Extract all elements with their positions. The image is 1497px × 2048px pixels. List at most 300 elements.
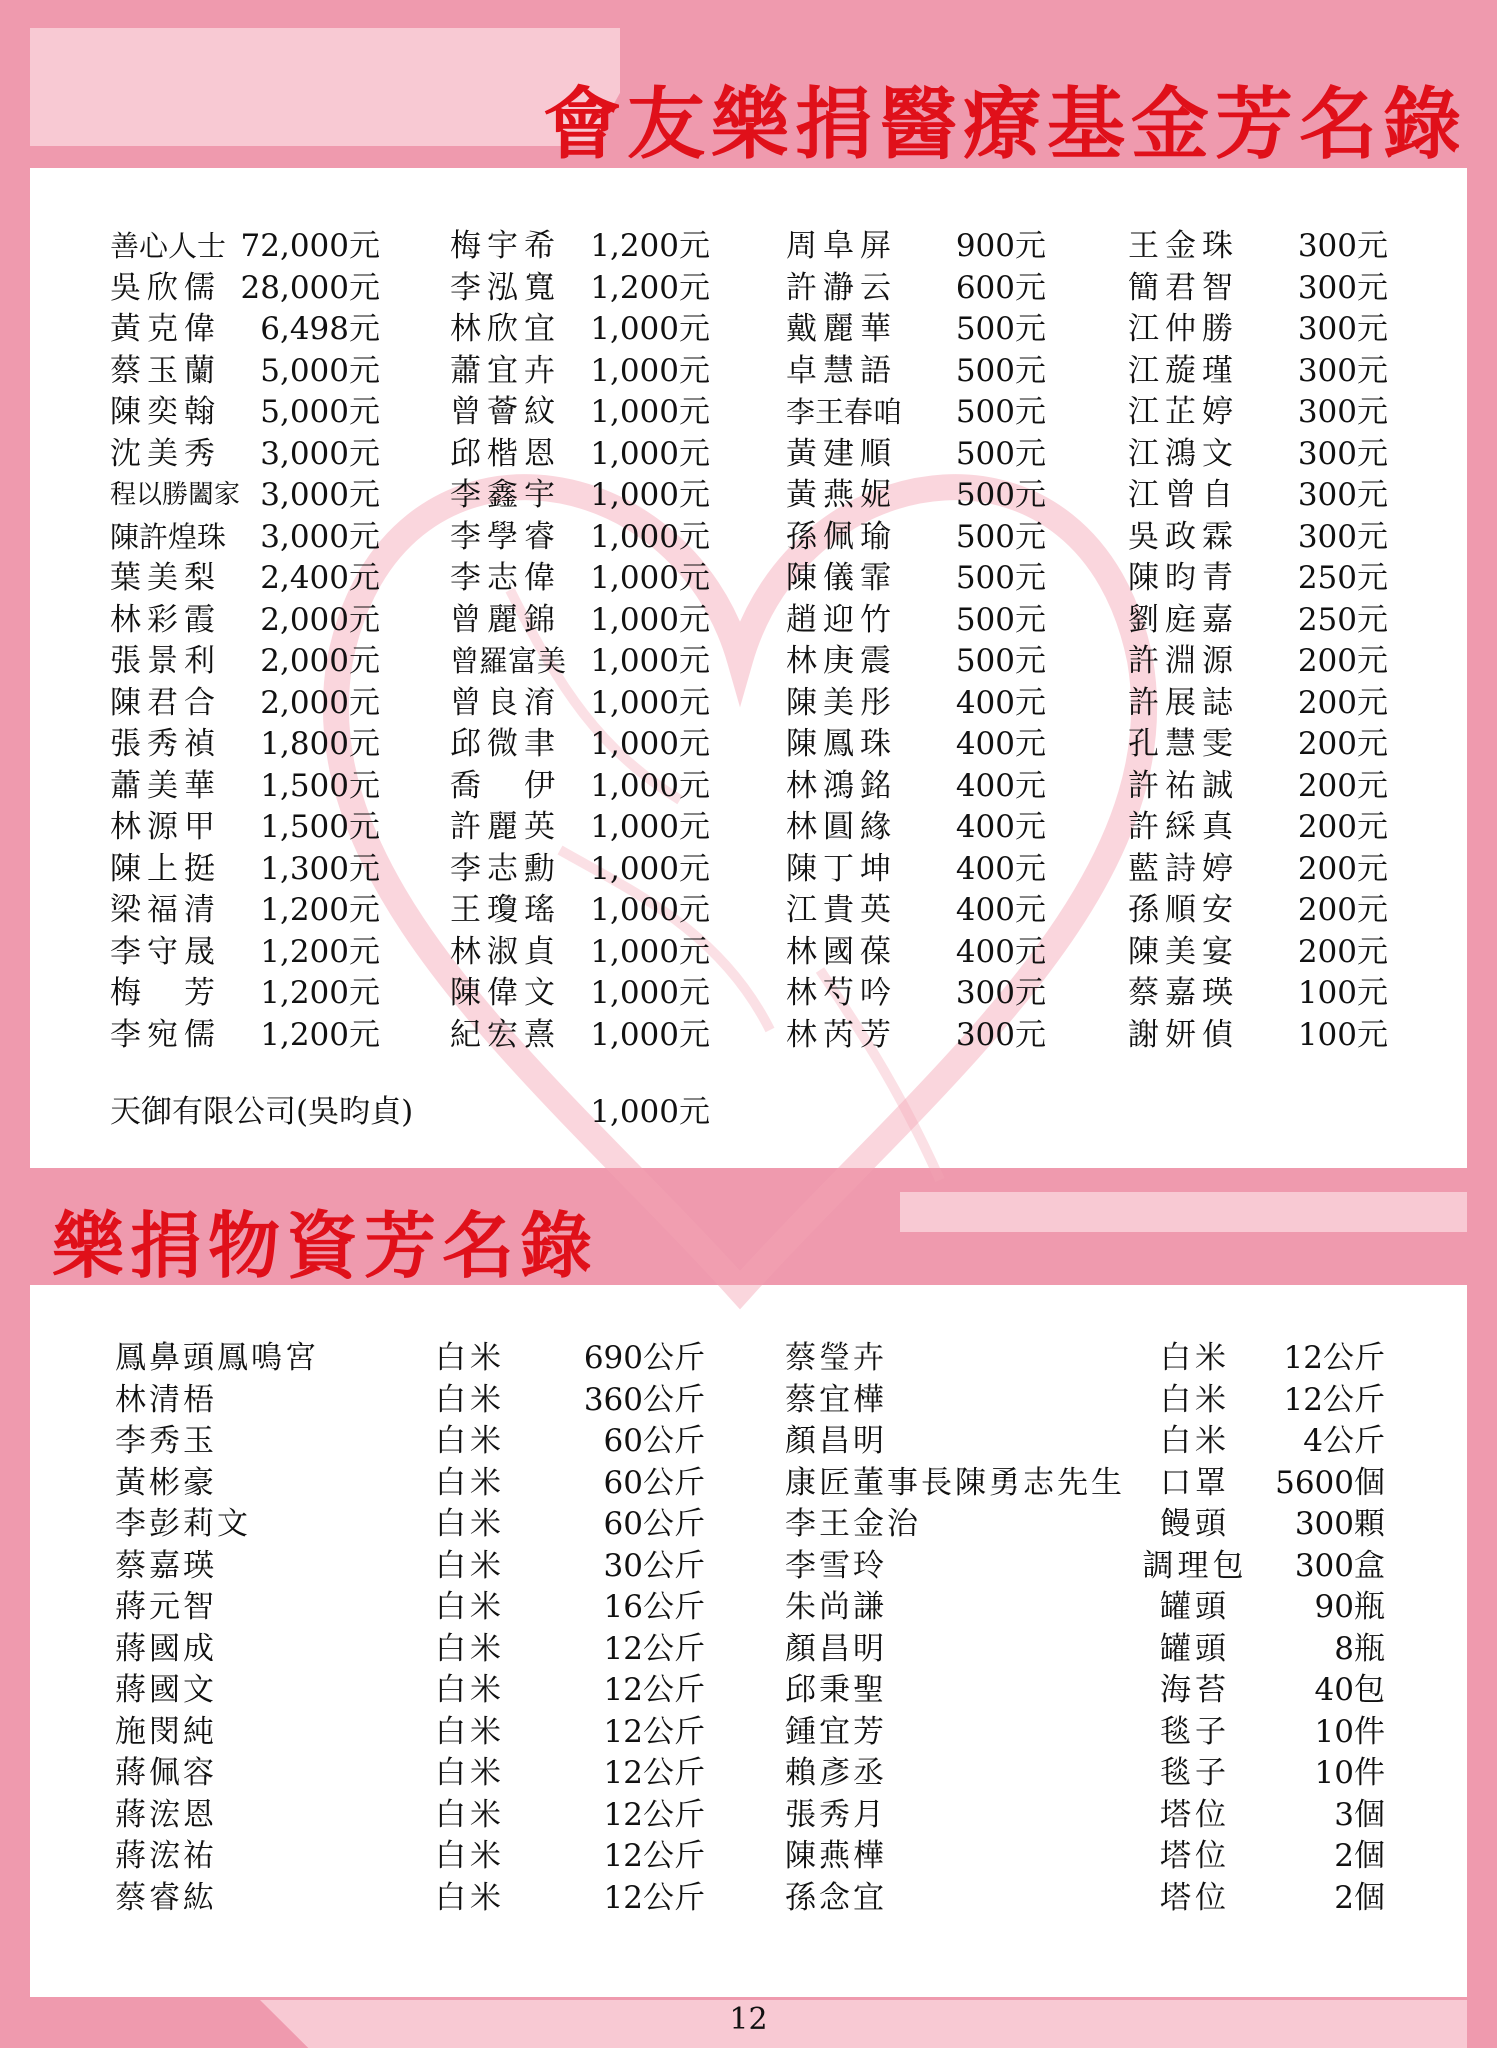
goods-donor-name: 蔣浤祐 [115,1838,217,1874]
goods-item: 調理包 [1142,1547,1248,1584]
donor-name: 江曾自 [1128,477,1239,513]
donation-amount: 1,000元 [590,352,710,389]
donation-amount: 1,200元 [260,933,380,970]
donation-amount: 1,200元 [260,1016,380,1053]
goods-quantity: 90瓶 [1314,1589,1385,1625]
donor-row [786,973,1046,1014]
goods-item: 塔位 [1160,1879,1230,1916]
donor-name: 陳上挺 [110,850,221,887]
donation-amount: 500元 [955,352,1046,389]
goods-quantity: 12公斤 [1283,1381,1385,1418]
donor-name: 蕭宜卉 [450,352,561,389]
donor-row [1128,517,1388,558]
donation-amount: 1,000元 [590,850,710,887]
donor-row [450,434,710,475]
donor-row [786,268,1046,309]
donor-row [110,932,380,973]
goods-donor-name: 蔣元智 [115,1589,217,1625]
donor-row [1128,226,1388,267]
donation-amount: 200元 [1297,643,1388,679]
donation-amount: 500元 [955,560,1046,596]
donor-name: 陳儀霏 [786,560,897,596]
donor-name: 趙迎竹 [786,601,897,638]
goods-donor-name: 蔡瑩卉 [785,1340,887,1376]
donor-name: 陳丁坤 [786,850,897,887]
goods-row [115,1504,705,1545]
donor-row [1128,766,1388,807]
donation-amount: 3,000元 [260,518,380,555]
donor-name: 江仲勝 [1128,311,1239,347]
donor-row [786,766,1046,807]
donor-name: 許祐誠 [1128,767,1239,804]
donor-name: 陳昀青 [1128,560,1239,596]
donation-amount: 5,000元 [260,352,380,389]
donor-row [786,517,1046,558]
donor-name: 許綵真 [1128,809,1239,845]
goods-row [115,1712,705,1753]
donation-amount: 200元 [1297,684,1388,721]
donation-amount: 1,000元 [590,767,710,804]
donation-amount: 3,000元 [260,435,380,472]
goods-donor-name: 蔣國成 [115,1630,217,1667]
donor-row [110,226,380,267]
donation-amount: 2,000元 [260,643,380,679]
goods-donor-name: 蔣浤恩 [115,1796,217,1833]
goods-donor-name: 蔣國文 [115,1672,217,1708]
donor-name: 林國葆 [786,933,897,970]
goods-donor-name: 黃彬豪 [115,1464,217,1501]
donor-name: 李宛儒 [110,1016,221,1053]
goods-quantity: 40包 [1314,1672,1385,1708]
donor-name: 陳鳳珠 [786,726,897,762]
goods-item: 饅頭 [1160,1506,1230,1542]
goods-row [785,1878,1385,1919]
donor-row [786,226,1046,267]
donation-amount: 1,000元 [590,1016,710,1053]
donor-name: 林淑貞 [450,933,561,970]
donor-name: 孔慧雯 [1128,726,1239,762]
donation-amount: 1,200元 [260,975,380,1011]
donor-name: 劉庭嘉 [1128,601,1239,638]
donor-name: 周阜屏 [786,228,897,264]
goods-item: 罐頭 [1160,1630,1230,1667]
donation-amount: 300元 [955,975,1046,1011]
donor-row [450,226,710,267]
donation-section-title: 會友樂捐醫療基金芳名錄 [542,79,1467,170]
goods-section-title: 樂捐物資芳名錄 [52,1203,599,1288]
donor-row [1128,434,1388,475]
goods-item: 塔位 [1160,1838,1230,1874]
goods-row [115,1338,705,1379]
donation-amount: 1,000元 [590,726,710,762]
donor-column-1 [110,226,380,1053]
donor-name: 曾良淯 [450,684,561,721]
goods-item: 口罩 [1160,1464,1230,1501]
donor-row [110,683,380,724]
goods-item: 白米 [435,1879,505,1916]
goods-donor-name: 林清梧 [115,1381,217,1418]
donor-row [1128,683,1388,724]
goods-quantity: 4公斤 [1303,1423,1385,1459]
goods-quantity: 60公斤 [603,1464,705,1501]
goods-row [785,1338,1385,1379]
donor-name: 林庚震 [786,643,897,679]
donor-row [450,600,710,641]
goods-donor-name: 朱尚謙 [785,1589,887,1625]
donor-name: 藍詩婷 [1128,850,1239,887]
donor-name: 李志偉 [450,560,561,596]
goods-quantity: 300盒 [1294,1547,1385,1584]
donation-amount: 5,000元 [260,394,380,430]
donation-amount: 1,000元 [590,477,710,513]
donor-row [786,475,1046,516]
donor-row [450,890,710,931]
donor-name: 戴麗華 [786,311,897,347]
donor-row [450,558,710,599]
donor-name: 許展誌 [1128,684,1239,721]
donor-row [450,475,710,516]
donor-name: 紀宏熹 [450,1016,561,1053]
donation-amount: 1,000元 [590,643,710,679]
donor-name: 陳奕翰 [110,394,221,430]
goods-quantity: 10件 [1314,1755,1385,1791]
donor-name: 陳美宴 [1128,933,1239,970]
donor-name: 蕭美華 [110,767,221,804]
goods-row [785,1463,1385,1504]
donor-row [450,268,710,309]
donor-row [110,600,380,641]
donor-column-3 [786,226,1046,1053]
donation-amount: 300元 [1297,352,1388,389]
donor-row [450,724,710,765]
donation-amount: 1,000元 [590,601,710,638]
donor-row [1128,475,1388,516]
goods-row [785,1587,1385,1628]
donor-row [1128,724,1388,765]
donor-name: 李王春咱 [786,395,903,429]
goods-row [785,1795,1385,1836]
donation-amount: 200元 [1297,892,1388,928]
goods-quantity: 300顆 [1294,1506,1385,1542]
goods-quantity: 2個 [1334,1879,1385,1916]
goods-item: 罐頭 [1160,1589,1230,1625]
goods-quantity: 16公斤 [603,1589,705,1625]
donation-amount: 250元 [1297,601,1388,638]
goods-quantity: 360公斤 [583,1381,705,1418]
goods-row [785,1753,1385,1794]
donation-amount: 200元 [1297,933,1388,970]
goods-item: 白米 [435,1838,505,1874]
goods-quantity: 12公斤 [603,1672,705,1708]
donor-name: 江鴻文 [1128,435,1239,472]
goods-row [115,1587,705,1628]
donor-row [786,1015,1046,1056]
donor-name: 陳許煌珠 [110,519,227,554]
donation-amount: 500元 [955,435,1046,472]
donor-row [110,1015,380,1056]
goods-item: 白米 [435,1464,505,1501]
goods-donor-name: 孫念宜 [785,1879,887,1916]
goods-item: 白米 [435,1423,505,1459]
goods-quantity: 12公斤 [603,1796,705,1833]
goods-item: 白米 [435,1340,505,1376]
goods-quantity: 12公斤 [1283,1340,1385,1376]
donor-row [1128,600,1388,641]
donor-row [786,807,1046,848]
donor-row [110,766,380,807]
goods-item: 白米 [435,1796,505,1833]
donor-name: 江芷婷 [1128,394,1239,430]
goods-item: 白米 [435,1672,505,1708]
donor-row [786,724,1046,765]
donor-name: 張秀禎 [110,726,221,762]
donation-amount: 300元 [955,1016,1046,1053]
goods-item: 白米 [435,1506,505,1542]
donation-amount: 500元 [955,311,1046,347]
donation-amount: 3,000元 [260,477,380,513]
donor-row [110,309,380,350]
donation-amount: 1,000元 [590,892,710,928]
donor-name: 林鴻銘 [786,767,897,804]
goods-donor-name: 施閔純 [115,1713,217,1750]
donation-amount: 1,200元 [590,228,710,264]
company-donor-name: 天御有限公司(吳昀貞) [110,1094,414,1130]
donor-row [450,683,710,724]
donor-name: 江貴英 [786,892,897,928]
donor-row [1128,641,1388,682]
goods-row [115,1421,705,1462]
goods-row [115,1753,705,1794]
goods-donor-name: 邱秉聖 [785,1672,887,1708]
donor-name: 許淵源 [1128,643,1239,679]
goods-item: 白米 [435,1755,505,1791]
goods-quantity: 12公斤 [603,1838,705,1874]
donation-amount: 500元 [955,643,1046,679]
donor-row [110,973,380,1014]
donor-row [110,724,380,765]
donor-name: 黃克偉 [110,311,221,347]
goods-item: 塔位 [1160,1796,1230,1833]
goods-row [785,1421,1385,1462]
donor-row [450,766,710,807]
donor-name: 蔡嘉瑛 [1128,975,1239,1011]
donation-amount: 400元 [955,767,1046,804]
donor-row [1128,932,1388,973]
donor-name: 孫佩瑜 [786,518,897,555]
donation-amount: 1,800元 [260,726,380,762]
donor-name: 葉美梨 [110,560,221,596]
donor-row [1128,849,1388,890]
donation-amount: 300元 [1297,311,1388,347]
donation-amount: 400元 [955,892,1046,928]
donation-amount: 1,000元 [590,394,710,430]
donor-name: 程以勝闔家 [110,480,241,510]
goods-quantity: 12公斤 [603,1713,705,1750]
goods-item: 白米 [435,1630,505,1667]
donor-row [450,392,710,433]
goods-item: 白米 [1160,1340,1230,1376]
goods-donor-name: 蔣佩容 [115,1755,217,1791]
donor-row [1128,392,1388,433]
goods-column-right [785,1338,1385,1938]
goods-quantity: 30公斤 [603,1547,705,1584]
donor-name: 曾麗錦 [450,601,561,638]
goods-row [115,1380,705,1421]
goods-row [115,1878,705,1919]
donor-name: 蔡玉蘭 [110,352,221,389]
donor-row [110,641,380,682]
donor-row [450,309,710,350]
donation-amount: 500元 [955,394,1046,430]
donor-column-2 [450,226,710,1053]
donor-row [450,641,710,682]
donor-name: 陳君合 [110,684,221,721]
goods-donor-name: 賴彥丞 [785,1755,887,1791]
donation-amount: 1,500元 [260,767,380,804]
goods-donor-name: 李王金治 [785,1506,921,1542]
donor-row [786,434,1046,475]
donation-amount: 500元 [955,518,1046,555]
donor-name: 林圓緣 [786,809,897,845]
donation-amount: 200元 [1297,767,1388,804]
donation-amount: 2,000元 [260,684,380,721]
donation-amount: 600元 [955,269,1046,306]
donation-amount: 200元 [1297,726,1388,762]
donation-amount: 200元 [1297,850,1388,887]
donor-name: 李學睿 [450,518,561,555]
donor-row [1128,1015,1388,1056]
donor-name: 沈美秀 [110,435,221,472]
donation-amount: 1,000元 [590,809,710,845]
donor-name: 王瓊瑤 [450,892,561,928]
donor-row [110,890,380,931]
goods-donor-name: 李雪玲 [785,1547,887,1584]
page-number: 12 [729,2002,768,2037]
donor-name: 梅 芳 [110,975,221,1011]
company-donor-amount: 1,000元 [590,1094,710,1130]
donation-amount: 1,000元 [590,518,710,555]
donation-amount: 72,000元 [240,228,380,264]
donation-amount: 250元 [1297,560,1388,596]
donation-amount: 1,000元 [590,311,710,347]
goods-row [785,1629,1385,1670]
donation-amount: 300元 [1297,269,1388,306]
donor-name: 黃建順 [786,435,897,472]
donor-name: 林源甲 [110,809,221,845]
donor-row [110,558,380,599]
goods-item: 白米 [435,1589,505,1625]
donor-row [450,973,710,1014]
donor-name: 孫順安 [1128,892,1239,928]
goods-item: 海苔 [1160,1672,1230,1708]
donor-name: 陳偉文 [450,975,561,1011]
goods-row [115,1629,705,1670]
donor-name: 張景利 [110,643,221,679]
goods-row [785,1712,1385,1753]
goods-row [785,1504,1385,1545]
donor-name: 李守晟 [110,933,221,970]
goods-item: 白米 [435,1381,505,1418]
donation-amount: 300元 [1297,228,1388,264]
goods-item: 白米 [435,1547,505,1584]
goods-quantity: 12公斤 [603,1879,705,1916]
donation-amount: 300元 [1297,394,1388,430]
donor-row [450,517,710,558]
donation-amount: 1,500元 [260,809,380,845]
donation-amount: 1,300元 [260,850,380,887]
goods-donor-name: 李秀玉 [115,1423,217,1459]
donor-name: 林彩霞 [110,601,221,638]
donor-row [786,600,1046,641]
donation-amount: 1,000元 [590,684,710,721]
donation-amount: 2,400元 [260,560,380,596]
goods-donor-name: 張秀月 [785,1796,887,1833]
donor-row [1128,973,1388,1014]
goods-row [785,1670,1385,1711]
donor-name: 梅宇希 [450,228,561,264]
goods-item: 白米 [1160,1423,1230,1459]
donor-row [110,434,380,475]
donor-name: 黃燕妮 [786,477,897,513]
goods-row [115,1463,705,1504]
donor-row [1128,890,1388,931]
goods-row [115,1836,705,1877]
donation-amount: 1,000元 [590,933,710,970]
donor-name: 李志勳 [450,850,561,887]
donor-name: 謝妍偵 [1128,1016,1239,1053]
donation-amount: 300元 [1297,435,1388,472]
donor-row [110,807,380,848]
donor-name: 陳美彤 [786,684,897,721]
donor-name: 吳政霖 [1128,518,1239,555]
donation-amount: 400元 [955,684,1046,721]
donor-name: 簡君智 [1128,269,1239,306]
donor-row [110,351,380,392]
donation-amount: 400元 [955,726,1046,762]
goods-row [115,1546,705,1587]
donor-name: 卓慧語 [786,352,897,389]
donation-amount: 500元 [955,601,1046,638]
donor-row [786,932,1046,973]
donation-amount: 400元 [955,850,1046,887]
donor-name: 吳欣儒 [110,269,221,306]
donor-row [110,517,380,558]
donation-amount: 400元 [955,933,1046,970]
donor-name: 李鑫宇 [450,477,561,513]
donor-row [786,890,1046,931]
goods-row [785,1546,1385,1587]
donation-amount: 200元 [1297,809,1388,845]
donor-name: 善心人士 [110,229,227,263]
goods-row [785,1836,1385,1877]
goods-donor-name: 鳳鼻頭鳳鳴宮 [115,1340,319,1376]
donor-name: 林芮芳 [786,1016,897,1053]
donor-row [450,932,710,973]
goods-quantity: 12公斤 [603,1630,705,1667]
goods-item: 白米 [435,1713,505,1750]
donor-name: 林芍吟 [786,975,897,1011]
donor-row [786,309,1046,350]
donation-amount: 6,498元 [260,311,380,347]
donation-amount: 300元 [1297,518,1388,555]
donor-name: 邱楷恩 [450,435,561,472]
donor-row [1128,558,1388,599]
goods-donor-name: 陳燕樺 [785,1838,887,1874]
donor-row [786,683,1046,724]
goods-donor-name: 李彭莉文 [115,1506,251,1542]
goods-donor-name: 蔡嘉瑛 [115,1547,217,1584]
donation-amount: 2,000元 [260,601,380,638]
